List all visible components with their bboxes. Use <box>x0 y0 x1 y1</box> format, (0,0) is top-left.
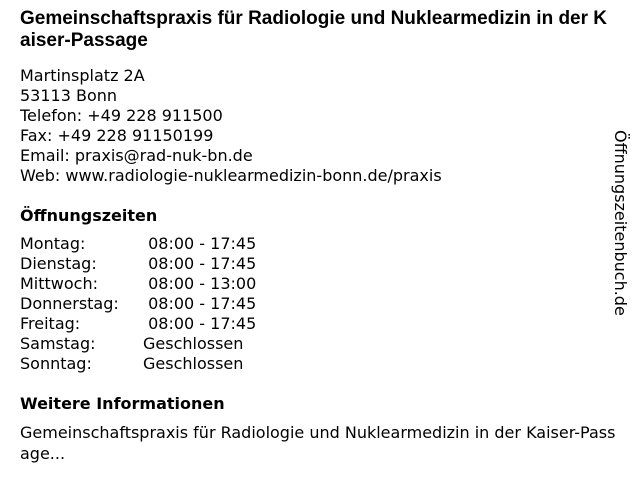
fax-line: Fax: +49 228 91150199 <box>20 126 214 145</box>
hours-time: 08:00 - 17:45 <box>143 254 257 273</box>
email-line: Email: praxis@rad-nuk-bn.de <box>20 146 253 165</box>
address-street: Martinsplatz 2A <box>20 66 145 85</box>
opening-hours-heading: Öffnungszeiten <box>20 206 158 225</box>
hours-day: Sonntag: <box>20 354 92 373</box>
hours-row-saturday <box>20 334 610 354</box>
opening-hours-table <box>20 234 610 374</box>
hours-row-sunday <box>20 354 610 374</box>
hours-time: 08:00 - 17:45 <box>143 294 257 313</box>
address-city: 53113 Bonn <box>20 86 118 105</box>
hours-time: Geschlossen <box>143 354 244 373</box>
practice-info-card <box>20 8 616 464</box>
hours-row-friday <box>20 314 610 334</box>
hours-day: Samstag: <box>20 334 96 353</box>
contact-block <box>20 66 610 186</box>
hours-day: Mittwoch: <box>20 274 98 293</box>
hours-time: Geschlossen <box>143 334 244 353</box>
hours-day: Donnerstag: <box>20 294 119 313</box>
hours-day: Montag: <box>20 234 86 253</box>
page-title: Gemeinschaftspraxis für Radiologie und Nuklearmedizin in der Kaiser-Passage <box>20 8 608 51</box>
hours-row-thursday <box>20 294 610 314</box>
phone-line: Telefon: +49 228 911500 <box>20 106 223 125</box>
hours-row-monday <box>20 234 610 254</box>
hours-day: Freitag: <box>20 314 81 333</box>
watermark: Öffnungszeitenbuch.de <box>611 130 630 316</box>
more-info-heading: Weitere Informationen <box>20 394 225 413</box>
hours-time: 08:00 - 17:45 <box>143 314 257 333</box>
hours-day: Dienstag: <box>20 254 97 273</box>
more-info-text: Gemeinschaftspraxis für Radiologie und Nuklearmedizin in der Kaiser-Passage... <box>20 423 616 463</box>
hours-row-tuesday <box>20 254 610 274</box>
hours-row-wednesday <box>20 274 610 294</box>
hours-time: 08:00 - 17:45 <box>143 234 257 253</box>
hours-time: 08:00 - 13:00 <box>143 274 257 293</box>
web-line: Web: www.radiologie-nuklearmedizin-bonn.de/praxis <box>20 166 442 185</box>
